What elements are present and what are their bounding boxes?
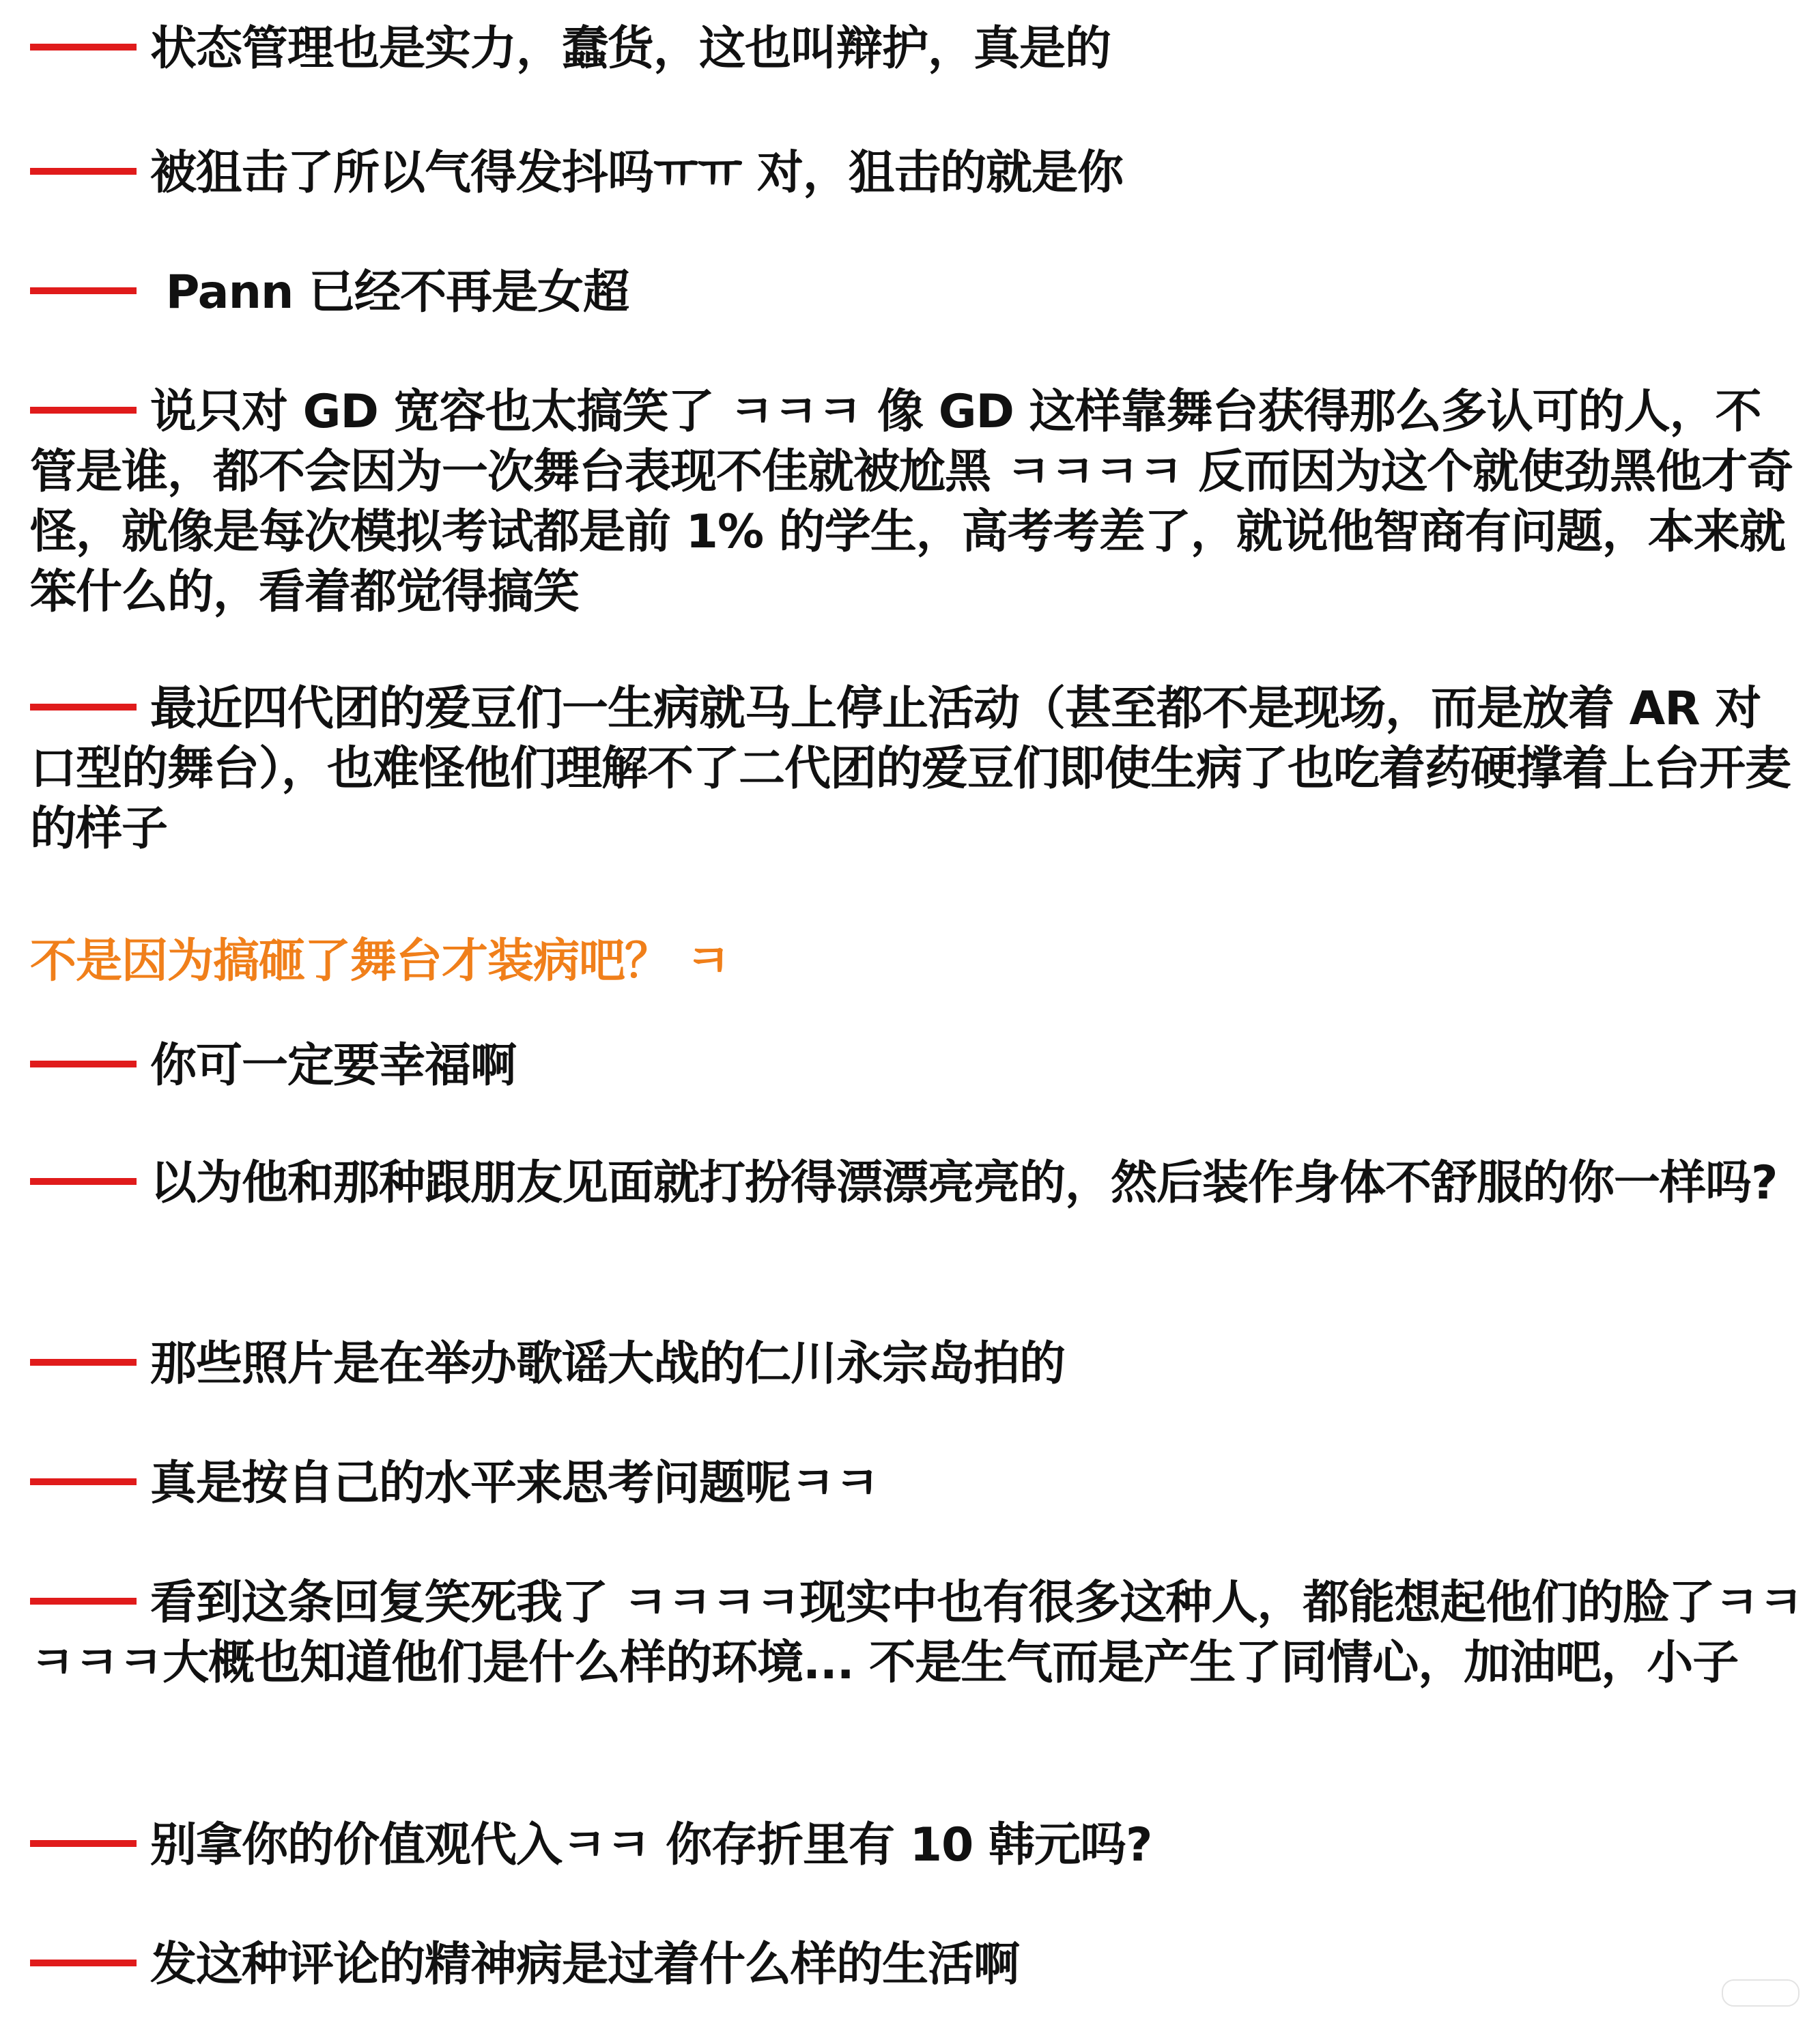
comment-line bbox=[30, 679, 1805, 859]
dash-marker bbox=[30, 1478, 137, 1485]
reply-line bbox=[30, 1454, 1805, 1514]
dash-marker bbox=[30, 407, 137, 414]
comment-line bbox=[30, 263, 1805, 323]
watermark-icon bbox=[1722, 1979, 1800, 2007]
dash-marker bbox=[30, 1598, 137, 1605]
reply-text: 发这种评论的精神病是过着什么样的生活啊 bbox=[150, 1938, 1020, 1992]
dash-marker bbox=[30, 704, 137, 711]
reply-text: 以为他和那种跟朋友见面就打扮得漂漂亮亮的，然后装作身体不舒服的你一样吗? bbox=[150, 1156, 1778, 1210]
comment-text: 状态管理也是实力，蠢货，这也叫辩护，真是的 bbox=[150, 22, 1111, 76]
reply-text: 别拿你的价值观代入ㅋㅋ 你存折里有 10 韩元吗? bbox=[150, 1818, 1152, 1872]
highlight-line: 不是因为搞砸了舞台才装病吧？ ㅋ bbox=[30, 934, 730, 988]
dash-marker bbox=[30, 1061, 137, 1067]
comment-text: 说只对 GD 宽容也太搞笑了 ㅋㅋㅋ 像 GD 这样靠舞台获得那么多认可的人，不管是谁，都不会因为一次舞台表现不佳就被尬黑 ㅋㅋㅋㅋ 反而因为这个就使劲黑他才奇怪，就像是每次模拟考试都是前 1% 的学生，高考考差了，就说他智商有问题，本来就笨什么的，看着都觉得搞笑 bbox=[30, 385, 1793, 619]
reply-line bbox=[30, 1153, 1805, 1214]
reply-line bbox=[30, 1036, 1805, 1096]
reply-line bbox=[30, 1334, 1805, 1394]
dash-marker bbox=[30, 44, 137, 51]
dash-marker bbox=[30, 1359, 137, 1366]
reply-text: 真是按自己的水平来思考问题呢ㅋㅋ bbox=[150, 1457, 879, 1510]
reply-text: 看到这条回复笑死我了 ㅋㅋㅋㅋ现实中也有很多这种人，都能想起他们的脸了ㅋㅋㅋㅋㅋ大概也知道他们是什么样的环境... 不是生气而是产生了同情心，加油吧，小子 bbox=[30, 1576, 1803, 1690]
comment-text: 最近四代团的爱豆们一生病就马上停止活动（甚至都不是现场，而是放着 AR 对口型的舞台），也难怪他们理解不了二代团的爱豆们即使生病了也吃着药硬撑着上台开麦的样子 bbox=[30, 682, 1791, 856]
comment-line bbox=[30, 19, 1805, 79]
comment-line bbox=[30, 143, 1805, 203]
reply-line bbox=[30, 1573, 1805, 1693]
dash-marker bbox=[30, 168, 137, 175]
dash-marker bbox=[30, 1178, 137, 1185]
reply-text: 那些照片是在举办歌谣大战的仁川永宗岛拍的 bbox=[150, 1337, 1066, 1391]
reply-text: 你可一定要幸福啊 bbox=[150, 1039, 517, 1093]
comment-line bbox=[30, 382, 1805, 622]
reply-line bbox=[30, 1935, 1805, 1995]
reply-line bbox=[30, 1816, 1805, 1876]
dash-marker bbox=[30, 1960, 137, 1966]
dash-marker bbox=[30, 1840, 137, 1847]
comment-text: 被狙击了所以气得发抖吗ㅠㅠ 对，狙击的就是你 bbox=[150, 146, 1124, 200]
dash-marker bbox=[30, 287, 137, 294]
comment-text: Pann 已经不再是女超 bbox=[150, 266, 629, 319]
